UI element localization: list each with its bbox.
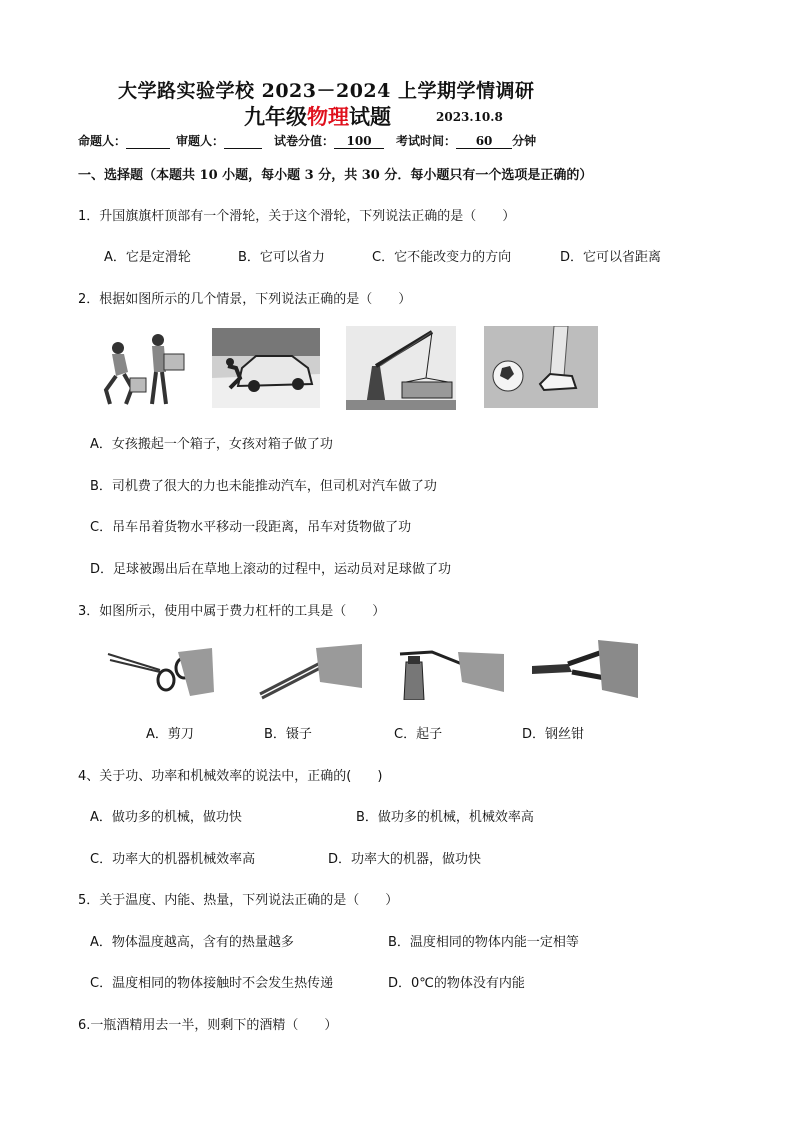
title-grade: 九年级: [244, 104, 307, 129]
q5-option-a: A．物体温度越高，含有的热量越多: [90, 935, 294, 950]
question-4-stem: 4、关于功、功率和机械效率的说法中，正确的( ): [78, 769, 383, 784]
q2-option-b: B．司机费了很大的力也未能推动汽车，但司机对汽车做了功: [90, 479, 437, 494]
time-label: 考试时间：: [396, 134, 457, 148]
q1-option-a: A．它是定滑轮: [104, 250, 191, 265]
q3-option-b: B．镊子: [264, 727, 312, 742]
author-blank: [126, 134, 170, 149]
exam-meta-row: [78, 132, 536, 149]
q5-option-d: D．0℃的物体没有内能: [388, 976, 525, 991]
score-value: 100: [334, 134, 384, 149]
exam-title-line1: 大学路实验学校 2023－2024 上学期学情调研: [118, 80, 535, 102]
author-label: 命题人：: [78, 134, 127, 148]
wire-pliers-image: [528, 640, 638, 702]
question-2-stem: 2．根据如图所示的几个情景，下列说法正确的是（ ）: [78, 292, 412, 307]
scissors-image: [104, 642, 216, 700]
exam-title-line2: [244, 101, 391, 131]
q3-option-c: C．起子: [394, 727, 443, 742]
tweezers-image: [254, 642, 364, 700]
q4-option-d: D．功率大的机器，做功快: [328, 852, 482, 867]
crane-lifting-cargo-image: [346, 326, 456, 410]
question-3-stem: 3．如图所示，使用中属于费力杠杆的工具是（ ）: [78, 604, 386, 619]
q2-option-d: D．足球被踢出后在草地上滚动的过程中，运动员对足球做了功: [90, 562, 452, 577]
question-5-stem: 5．关于温度、内能、热量，下列说法正确的是（ ）: [78, 893, 399, 908]
driver-pushing-car-image: [212, 328, 320, 408]
q1-option-d: D．它可以省距离: [560, 250, 662, 265]
section-title: 一、选择题（本题共 10 小题，每小题 3 分，共 30 分．每小题只有一个选项是正确的）: [78, 168, 593, 183]
q1-option-c: C．它不能改变力的方向: [372, 250, 512, 265]
q4-option-a: A．做功多的机械，做功快: [90, 810, 242, 825]
time-value: 60: [456, 134, 512, 149]
q2-option-a: A．女孩搬起一个箱子，女孩对箱子做了功: [90, 437, 333, 452]
reviewer-blank: [224, 134, 262, 149]
bottle-opener-image: [392, 642, 506, 700]
q2-option-c: C．吊车吊着货物水平移动一段距离，吊车对货物做了功: [90, 520, 412, 535]
q4-option-b: B．做功多的机械，机械效率高: [356, 810, 534, 825]
q4-option-c: C．功率大的机器机械效率高: [90, 852, 256, 867]
q3-option-a: A．剪刀: [146, 727, 194, 742]
girl-lifting-box-image: [96, 328, 200, 408]
time-unit: 分钟: [512, 134, 537, 148]
exam-date: 2023.10.8: [436, 110, 503, 124]
question-6-stem: 6.一瓶酒精用去一半，则剩下的酒精（ ）: [78, 1018, 338, 1033]
title-subject: 物理: [307, 104, 349, 129]
q5-option-b: B．温度相同的物体内能一定相等: [388, 935, 579, 950]
q5-option-c: C．温度相同的物体接触时不会发生热传递: [90, 976, 334, 991]
score-label: 试卷分值：: [274, 134, 335, 148]
title-suffix: 试题: [349, 104, 391, 129]
question-1-stem: 1．升国旗旗杆顶部有一个滑轮，关于这个滑轮，下列说法正确的是（ ）: [78, 209, 516, 224]
q1-option-b: B．它可以省力: [238, 250, 325, 265]
kicked-football-image: [484, 326, 598, 408]
reviewer-label: 审题人：: [176, 134, 225, 148]
q3-option-d: D．钢丝钳: [522, 727, 585, 742]
